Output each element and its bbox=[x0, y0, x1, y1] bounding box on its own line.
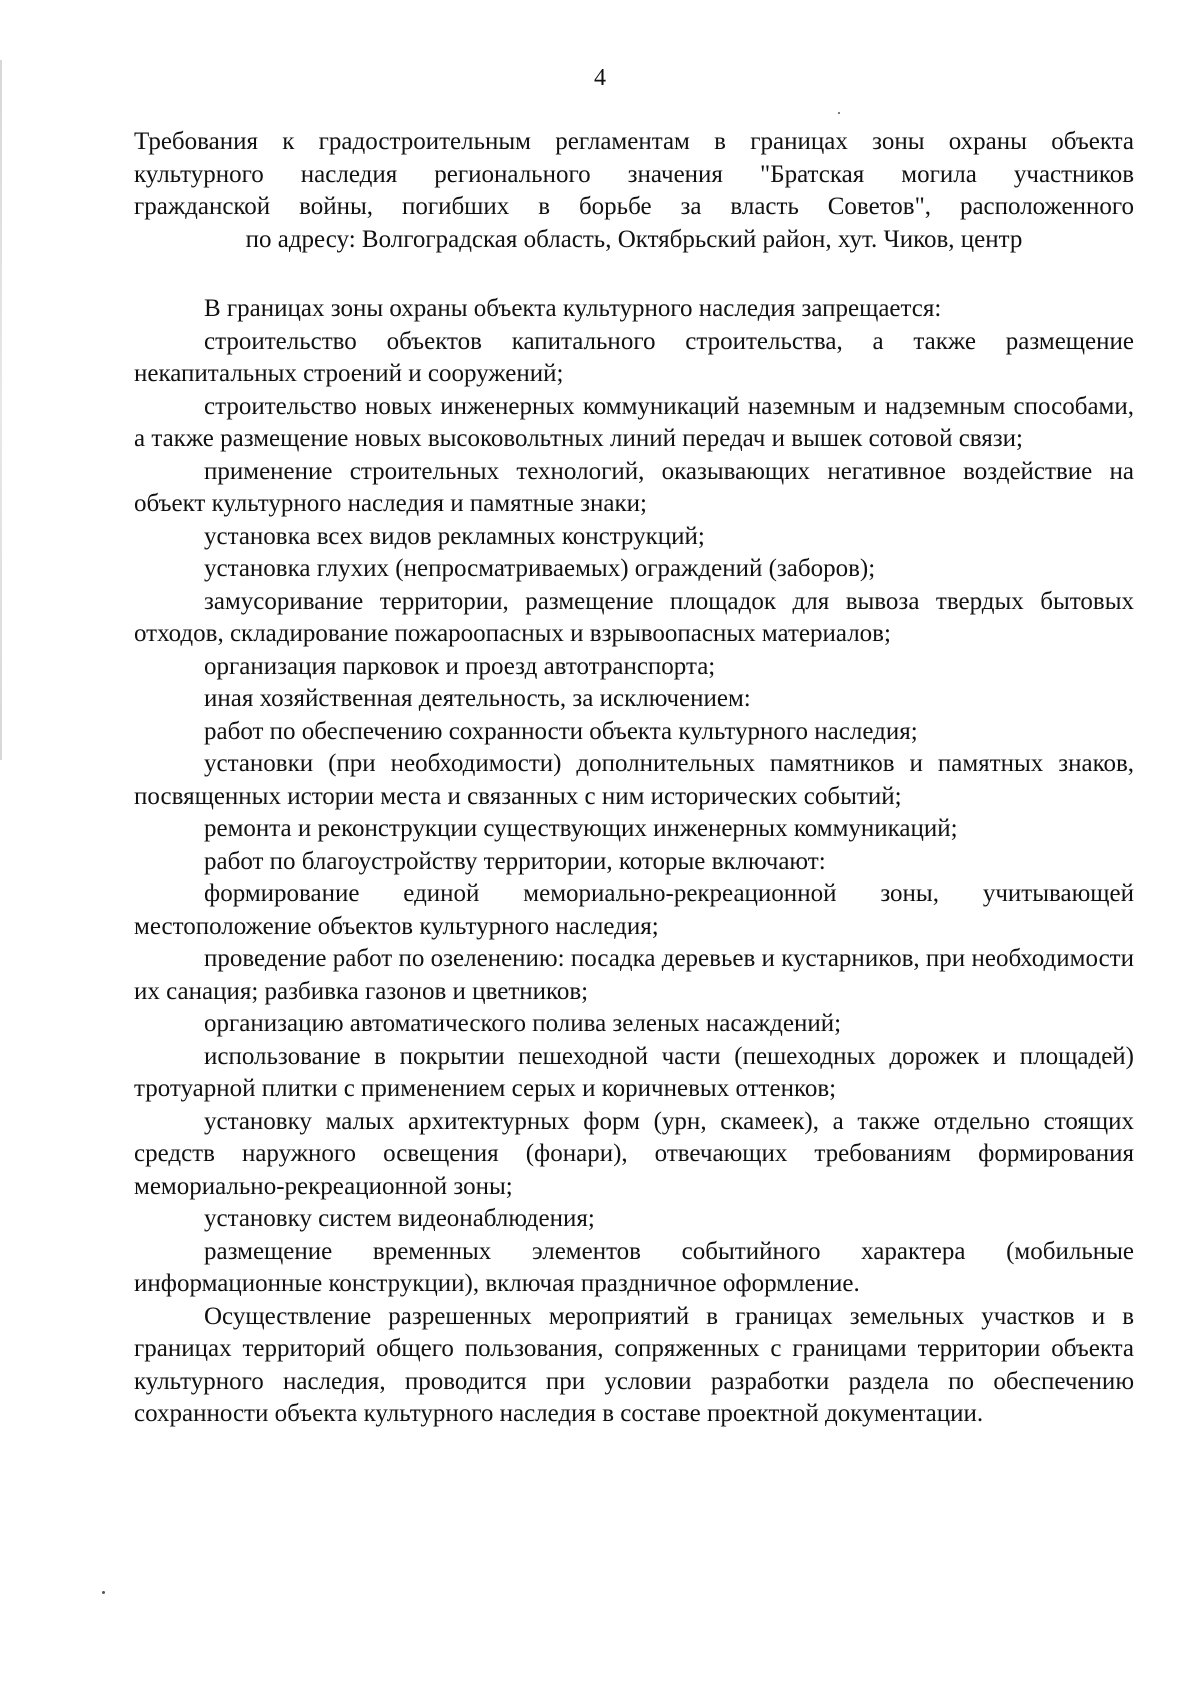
title-line-3: гражданской войны, погибших в борьбе за власть Советов", расположенного bbox=[134, 193, 1134, 220]
paragraph-14: формирование единой мемориально-рекреационной зоны, учитывающей местоположение объектов культурного наследия; bbox=[134, 880, 1134, 940]
title-line-1: Требования к градостроительным регламентам в границах зоны охраны объекта bbox=[134, 128, 1134, 155]
paragraph-4: применение строительных технологий, оказывающих негативное воздействие на объект культурного наследия и памятные знаки; bbox=[134, 457, 1134, 517]
paragraph-1: В границах зоны охраны объекта культурного наследия запрещается: bbox=[204, 295, 942, 322]
scan-speck bbox=[838, 112, 840, 114]
paragraph-15: проведение работ по озеленению: посадка деревьев и кустарников, при необходимости их санация; разбивка газонов и цветников; bbox=[134, 945, 1134, 1005]
scan-edge-shadow bbox=[0, 60, 2, 760]
page-number: 4 bbox=[594, 65, 606, 91]
paragraph-20: размещение временных элементов событийного характера (мобильные информационные конструкции), включая праздничное оформление. bbox=[134, 1237, 1134, 1297]
paragraph-8: организация парковок и проезд автотранспорта; bbox=[204, 652, 716, 680]
paragraph-7: замусоривание территории, размещение площадок для вывоза твердых бытовых отходов, складирование пожароопасных и взрывоопасных материалов; bbox=[134, 587, 1134, 647]
paragraph-3: строительство новых инженерных коммуникаций наземным и надземным способами, а также размещение новых высоковольтных линий передач и вышек сотовой связи; bbox=[134, 392, 1134, 452]
scan-speck bbox=[102, 1591, 105, 1594]
paragraph-21: Осуществление разрешенных мероприятий в границах земельных участков и в границах территорий общего пользования, сопряженных с границами территории объекта культурного наследия, проводится при условии разработки раздела по обеспечению сохранности объекта культурного наследия в составе проектной документации. bbox=[134, 1302, 1134, 1427]
paragraph-9: иная хозяйственная деятельность, за исключением: bbox=[204, 685, 751, 712]
paragraph-19: установку систем видеонаблюдения; bbox=[204, 1205, 595, 1232]
paragraph-5: установка всех видов рекламных конструкций; bbox=[204, 522, 705, 550]
paragraph-16: организацию автоматического полива зеленых насаждений; bbox=[204, 1010, 842, 1037]
paragraph-6: установка глухих (непросматриваемых) ограждений (заборов); bbox=[204, 555, 876, 582]
title-line-4: по адресу: Волгоградская область, Октябрьский район, хут. Чиков, центр bbox=[245, 225, 1023, 253]
paragraph-2: строительство объектов капитального строительства, а также размещение некапитальных строений и сооружений; bbox=[134, 327, 1134, 387]
paragraph-17: использование в покрытии пешеходной части (пешеходных дорожек и площадей) тротуарной плитки с применением серых и коричневых оттенков; bbox=[134, 1042, 1134, 1102]
paragraph-10: работ по обеспечению сохранности объекта культурного наследия; bbox=[204, 717, 918, 745]
paragraph-13: работ по благоустройству территории, которые включают: bbox=[204, 847, 826, 875]
document-title bbox=[134, 126, 1134, 256]
paragraph-11: установки (при необходимости) дополнительных памятников и памятных знаков, посвященных истории места и связанных с ним исторических событий; bbox=[134, 750, 1134, 810]
document-content bbox=[134, 126, 1134, 1431]
title-line-2: культурного наследия регионального значения "Братская могила участников bbox=[134, 160, 1134, 188]
paragraph-12: ремонта и реконструкции существующих инженерных коммуникаций; bbox=[204, 815, 958, 842]
paragraph-18: установку малых архитектурных форм (урн, скамеек), а также отдельно стоящих средств наружного освещения (фонари), отвечающих требованиям формирования мемориально-рекреационной зоны; bbox=[134, 1107, 1134, 1200]
